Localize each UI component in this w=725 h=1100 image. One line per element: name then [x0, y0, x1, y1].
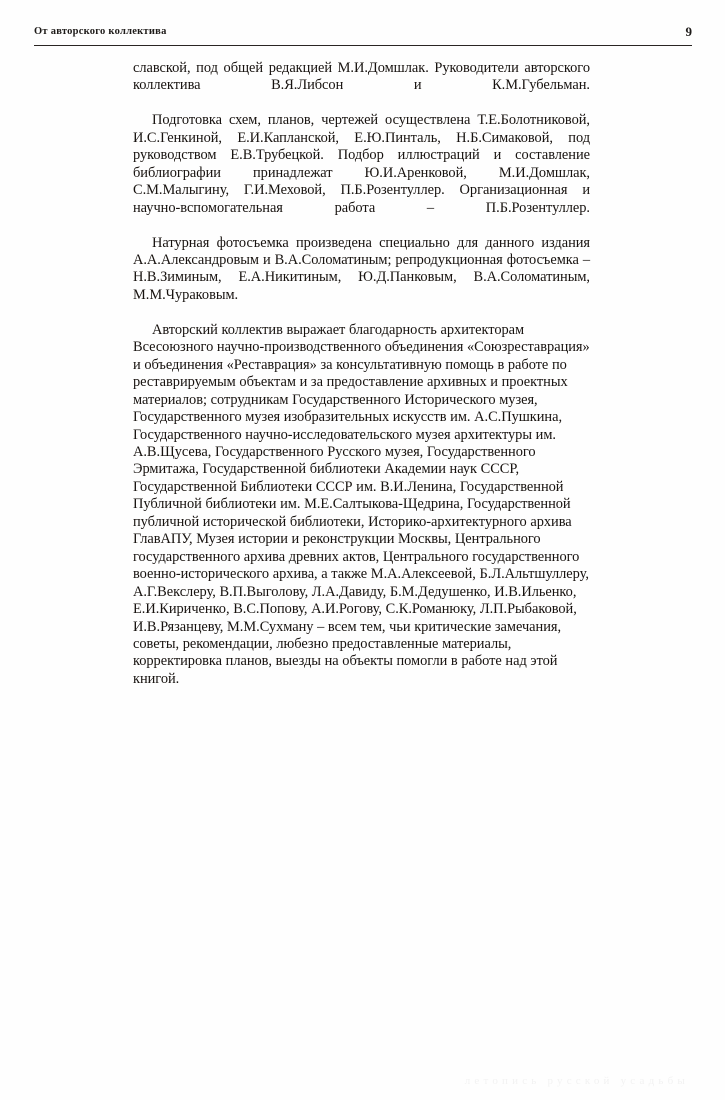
running-head-title: От авторского коллектива — [34, 26, 167, 37]
header-divider — [34, 45, 692, 46]
paragraph: славской, под общей редакцией М.И.Домшлак. Руководители авторского коллектива В.Я.Либсон и К.М.Губельман. — [133, 60, 590, 94]
paragraph: Авторский коллектив выражает благодарность архитекторам Всесоюзного научно-производственного объединения «Союзреставрация» и объединения «Реставрация» за консультативную помощь в работе по реставрируемым объектам и за предоставление архивных и проектных материалов; сотрудникам Государственного Исторического музея, Государственного музея изобразительных искусств им. А.С.Пушкина, Государственного научно-исследовательского музея архитектуры им. А.В.Щусева, Государственного Русского музея, Государственного Эрмитажа, Государственной библиотеки Академии наук СССР, Государственной Библиотеки СССР им. В.И.Ленина, Государственной Публичной библиотеки им. М.Е.Салтыкова-Щедрина, Государственной публичной исторической библиотеки, Историко-архитектурного архива ГлавАПУ, Музея истории и реконструкции Москвы, Центрального государственного архива древних актов, Центрального государственного военно-исторического архива, а также М.А.Алексеевой, Б.Л.Альтшуллеру, А.Г.Векслеру, В.П.Выголову, Л.А.Давиду, Б.М.Дедушенко, И.В.Ильенко, Е.И.Кириченко, В.С.Попову, А.И.Рогову, С.К.Романюку, Л.П.Рыбаковой, И.В.Рязанцеву, М.М.Сухману – всем тем, чьи критические замечания, советы, рекомендации, любезно предоставленные материалы, корректировка планов, выезды на объекты помогли в работе над этой книгой. — [133, 321, 590, 687]
running-head — [34, 26, 692, 48]
paragraph: Подготовка схем, планов, чертежей осуществлена Т.Е.Болотниковой, И.С.Генкиной, Е.И.Капланской, Е.Ю.Пинталь, Н.Б.Симаковой, под руководством Е.В.Трубецкой. Подбор иллюстраций и составление библиографии принадлежат Ю.И.Аренковой, М.И.Домшлак, С.М.Малыгину, Г.И.Меховой, П.Б.Розентуллер. Организационная и научно-вспомогательная работа – П.Б.Розентуллер. — [133, 112, 590, 216]
body-text-block — [133, 60, 590, 706]
paragraph: Натурная фотосъемка произведена специально для данного издания А.А.Александровым и В.А.Соломатиным; репродукционная фотосъемка – Н.В.Зиминым, Е.А.Никитиным, Ю.Д.Панковым, В.А.Соломатиным, М.М.Чураковым. — [133, 234, 590, 303]
page-number: 9 — [685, 24, 692, 39]
watermark: летопись русской усадьбы — [464, 1075, 689, 1087]
